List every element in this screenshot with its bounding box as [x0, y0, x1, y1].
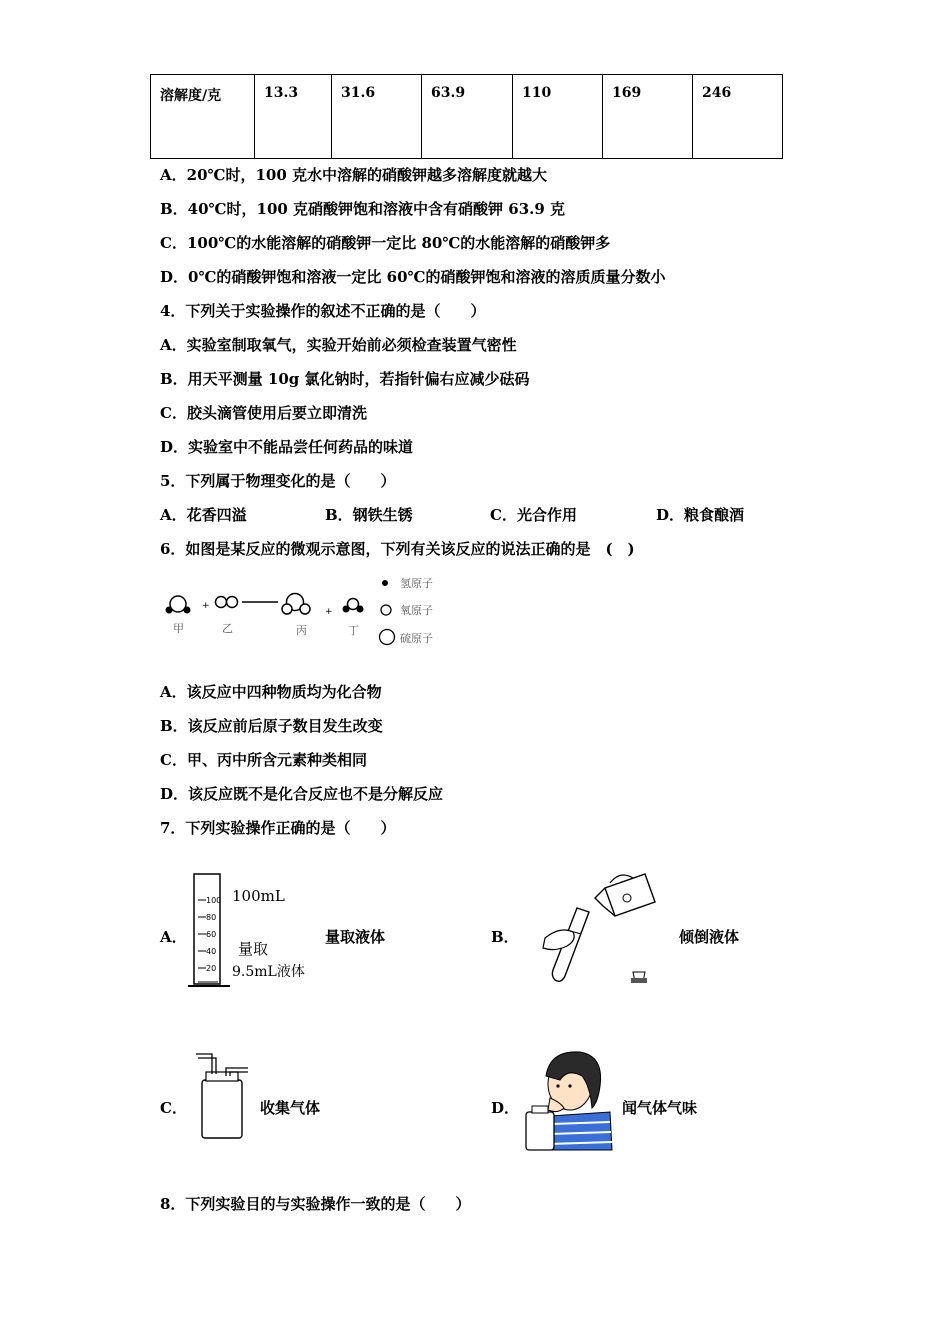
table-row	[151, 75, 783, 159]
molecule-ding	[343, 599, 364, 613]
q3-option-b: B．40℃时，100 克硝酸钾饱和溶液中含有硝酸钾 63.9 克	[160, 200, 566, 218]
legend-sulfur: 硫原子	[400, 632, 433, 645]
q5-option-a: A．花香四溢	[160, 506, 247, 524]
legend-hydrogen: 氢原子	[400, 577, 433, 590]
q3-option-c: C．100℃的水能溶解的硝酸钾一定比 80℃的水能溶解的硝酸钾多	[160, 234, 611, 252]
q4-option-a: A．实验室制取氧气，实验开始前必须检查装置气密性	[160, 336, 517, 354]
q7-option-a-label: 量取液体	[325, 928, 386, 946]
q7-option-d-label: 闻气体气味	[622, 1099, 698, 1117]
person-body	[548, 1112, 612, 1150]
tick-label: 40	[206, 947, 217, 956]
table-cell: 63.9	[422, 75, 513, 159]
label-yi: 乙	[222, 622, 233, 635]
q6-stem: 6．如图是某反应的微观示意图，下列有关该反应的说法正确的是 ( )	[160, 540, 635, 558]
label-ding: 丁	[348, 624, 359, 637]
legend-sulfur-dot	[380, 630, 395, 645]
table-cell: 110	[513, 75, 603, 159]
molecule-bing	[282, 594, 310, 615]
q5-stem: 5．下列属于物理变化的是（ ）	[160, 472, 396, 490]
long-tube	[196, 1054, 212, 1074]
cylinder-measure-label: 量取	[238, 940, 269, 958]
plus-sign: +	[325, 607, 333, 617]
q7-stem: 7．下列实验操作正确的是（ ）	[160, 819, 396, 837]
q7-option-d-letter: D．	[491, 1099, 520, 1117]
q8-stem: 8．下列实验目的与实验操作一致的是（ ）	[160, 1195, 471, 1213]
stopper-icon	[631, 972, 647, 983]
smell-gas-figure	[520, 1046, 615, 1154]
q3-option-a: A．20℃时，100 克水中溶解的硝酸钾越多溶解度就越大	[160, 166, 548, 184]
q7-option-a-letter: A．	[160, 928, 187, 946]
legend-hydrogen-dot	[382, 580, 388, 586]
molecule-yi	[216, 597, 238, 608]
pouring-liquid-figure	[515, 868, 665, 990]
tick-label: 80	[206, 913, 217, 922]
label-jia: 甲	[173, 622, 184, 635]
q5-option-d: D．粮食酿酒	[656, 506, 745, 524]
q6-option-c: C．甲、丙中所含元素种类相同	[160, 751, 367, 769]
table-cell: 13.3	[255, 75, 332, 159]
table-header-cell: 溶解度/克	[151, 75, 255, 159]
molecule-jia	[166, 596, 191, 614]
tick-label: 20	[206, 964, 217, 973]
q4-option-c: C．胶头滴管使用后要立即清洗	[160, 404, 367, 422]
bottle-body	[202, 1080, 242, 1138]
table-cell: 31.6	[332, 75, 422, 159]
gas-collecting-bottle-figure	[192, 1050, 252, 1142]
q4-option-b: B．用天平测量 10g 氯化钠时，若指针偏右应减少砝码	[160, 370, 530, 388]
q7-option-b-letter: B．	[491, 928, 519, 946]
reagent-bottle-icon	[595, 874, 655, 916]
tick-label: 100	[206, 896, 222, 905]
q6-option-b: B．该反应前后原子数目发生改变	[160, 717, 383, 735]
cylinder-capacity-label: 100mL	[232, 887, 285, 905]
q6-option-a: A．该反应中四种物质均为化合物	[160, 683, 382, 701]
q5-option-c: C．光合作用	[490, 506, 577, 524]
legend-oxygen: 氧原子	[400, 604, 433, 617]
solubility-table	[150, 74, 783, 159]
q4-stem: 4．下列关于实验操作的叙述不正确的是（ ）	[160, 302, 486, 320]
q4-option-d: D．实验室中不能品尝任何药品的味道	[160, 438, 414, 456]
legend-oxygen-dot	[381, 605, 391, 615]
q7-option-c-letter: C．	[160, 1099, 187, 1117]
label-bing: 丙	[296, 624, 307, 637]
table-cell: 169	[603, 75, 693, 159]
q5-option-b: B．钢铁生锈	[325, 506, 413, 524]
plus-sign: +	[202, 601, 210, 611]
q7-option-b-label: 倾倒液体	[679, 928, 740, 946]
q6-option-d: D．该反应既不是化合反应也不是分解反应	[160, 785, 444, 803]
cylinder-volume-label: 9.5mL液体	[232, 964, 305, 980]
graduated-cylinder-figure	[186, 870, 326, 995]
q3-option-d: D．0℃的硝酸钾饱和溶液一定比 60℃的硝酸钾饱和溶液的溶质质量分数小	[160, 268, 666, 286]
q7-option-c-label: 收集气体	[260, 1099, 321, 1117]
tick-label: 60	[206, 930, 217, 939]
gas-bottle-icon	[526, 1106, 554, 1150]
reaction-micro-diagram	[160, 572, 450, 652]
table-cell: 246	[693, 75, 783, 159]
bottle-stopper	[206, 1072, 238, 1081]
